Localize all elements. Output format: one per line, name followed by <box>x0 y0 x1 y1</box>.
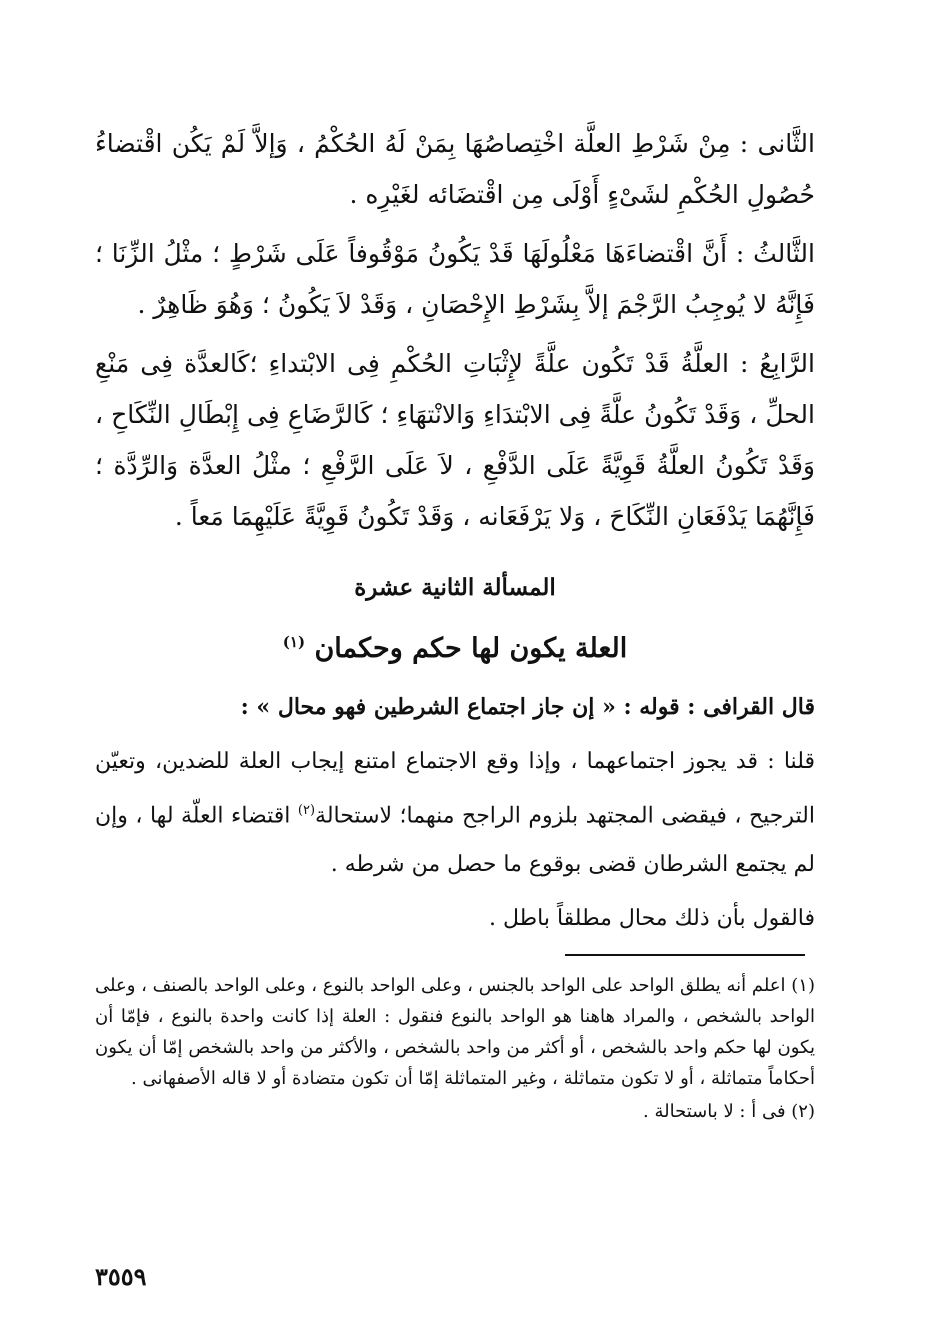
footnotes <box>95 970 815 1127</box>
paragraph-fourth: الرَّابِعُ : العلَّةُ قَدْ تَكُون علَّةً لإِثْبَاتِ الحُكْمِ فِى الابْتداءِ ؛كَالعدَّة فِى مَنْعِ الحلِّ ، وَقَدْ تَكُونُ علَّةً فِى الابْتدَاءِ وَالانْتهَاءِ ؛ كَالرَّضَاعِ فِى إِبْطَالِ النِّكَاحِ ، وَقَدْ تَكُونُ العلَّةُ قَوِيَّةً عَلَى الدَّفْعِ ، لاَ عَلَى الرَّفْعِ ؛ مثْلُ العدَّة وَالرِّدَّة ؛ فَإِنَّهُمَا يَدْفَعَانِ النِّكَاحَ ، وَلا يَرْفَعَانه ، وَقَدْ تَكُونُ قَوِيَّةً عَلَيْهِمَا مَعاً . <box>95 349 815 531</box>
commentary-paragraph <box>95 737 815 889</box>
section-heading: المسألة الثانية عشرة <box>354 574 556 601</box>
main-text <box>95 118 815 542</box>
footnote-1: (١) اعلم أنه يطلق الواحد على الواحد بالجنس ، وعلى الواحد بالنوع ، وعلى الواحد بالصنف ، وعلى الواحد بالشخص ، والمراد هاهنا هو الواحد بالنوع فنقول : العلة إذا كانت واحدة بالنوع ، فإمّا أن يكون لها حكم واحد بالشخص ، أو أكثر من واحد بالشخص ، والأكثر من واحد بالشخص إمّا أن يكون أحكاماً متماثلة ، أو لا تكون متماثلة ، وغير المتماثلة إمّا أن تكون متضادة أو لا قاله الأصفهانى . <box>95 975 815 1089</box>
commentary <box>95 682 815 944</box>
title-footnote-ref: (١) <box>282 633 306 651</box>
commentary-paragraph-rest: اقتضاء العلّة لها ، وإن لم يجتمع الشرطان قضى بوقوع ما حصل من شرطه . <box>95 803 815 878</box>
commentary-paragraph-main: قلنا : قد يجوز اجتماعهما ، وإذا وقع الاجتماع امتنع إيجاب العلة للضدين، وتعيّن الترجيح ، فيقضى المجتهد بلزوم الراجح منهما؛ لاستحالة <box>95 749 815 829</box>
footnote-2: (٢) فى أ : لا باستحالة . <box>643 1101 815 1122</box>
footnote-divider <box>565 954 805 956</box>
paragraph-second: الثَّانى : مِنْ شَرْطِ العلَّة اخْتِصاصُهَا بِمَنْ لَهُ الحُكْمُ ، وَإلاَّ لَمْ يَكُن اقْتضاءُ حُصُولِ الحُكْمِ لشَىْءٍ أَوْلَى مِن اقْتضَائه لغَيْرِه . <box>95 129 815 209</box>
footnote-ref-2: (٢) <box>297 803 316 818</box>
paragraph-third: الثَّالثُ : أَنَّ اقْتضاءَهَا مَعْلُولَهَا قَدْ يَكُونُ مَوْقُوفاً عَلَى شَرْطٍ ؛ مثْلُ الزِّنَا ؛ فَإِنَّهُ لا يُوجِبُ الرَّجْمَ إلاَّ بِشَرْطِ الإِحْصَانِ ، وَقَدْ لاَ يَكُونُ ؛ وَهُوَ ظَاهِرٌ . <box>95 239 815 319</box>
section-title <box>95 620 815 671</box>
section-title-text: العلة يكون لها حكم وحكمان <box>314 633 628 664</box>
commentary-conclusion: فالقول بأن ذلك محال مطلقاً باطل . <box>489 906 815 932</box>
page-number: ٣٥٥٩ <box>95 1262 147 1291</box>
commentary-intro: قال القرافى : قوله : « إن جاز اجتماع الشرطين فهو محال » : <box>240 694 815 720</box>
